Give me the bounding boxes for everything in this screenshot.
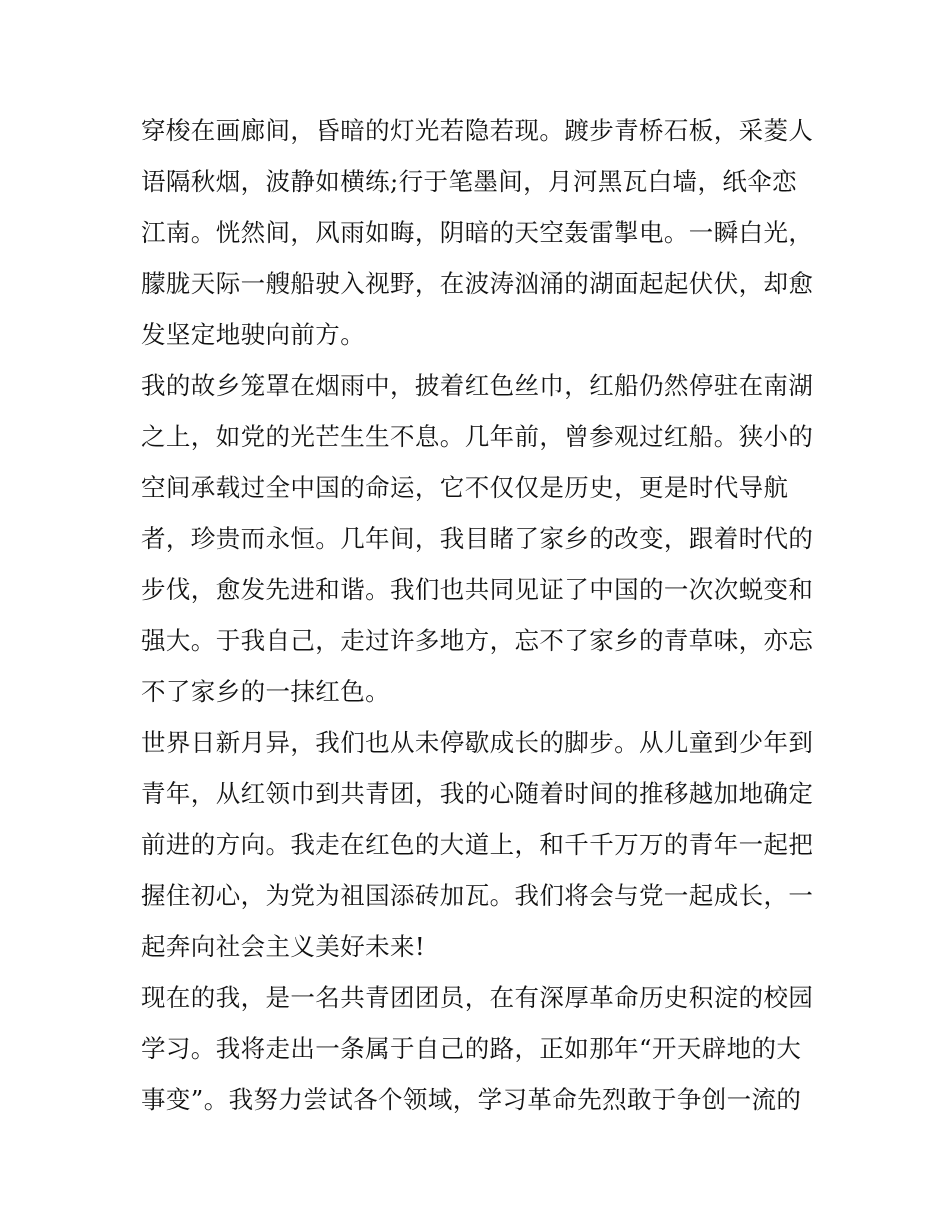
text-line: 穿梭在画廊间，昏暗的灯光若隐若现。踱步青桥石板，采菱人: [141, 116, 814, 145]
text-line: 步伐，愈发先进和谐。我们也共同见证了中国的一次次蜕变和: [141, 575, 814, 604]
text-line: 现在的我，是一名共青团团员，在有深厚革命历史积淀的校园: [141, 983, 814, 1012]
text-line: 空间承载过全中国的命运，它不仅仅是历史，更是时代导航: [141, 473, 789, 502]
text-line: 起奔向社会主义美好未来!: [141, 932, 426, 961]
text-line: 不了家乡的一抹红色。: [141, 677, 390, 706]
text-line: 朦胧天际一艘船驶入视野，在波涛汹涌的湖面起起伏伏，却愈: [141, 269, 814, 298]
text-line: 青年，从红领巾到共青团，我的心随着时间的推移越加地确定: [141, 779, 814, 808]
text-line: 我的故乡笼罩在烟雨中，披着红色丝巾，红船仍然停驻在南湖: [141, 371, 814, 400]
text-line: 语隔秋烟，波静如横练;行于笔墨间，月河黑瓦白墙，纸伞恋: [141, 167, 798, 196]
text-line: 之上，如党的光芒生生不息。几年前，曾参观过红船。狭小的: [141, 422, 814, 451]
text-line: 握住初心，为党为祖国添砖加瓦。我们将会与党一起成长，一: [141, 881, 814, 910]
text-line: 学习。我将走出一条属于自己的路，正如那年“开天辟地的大: [141, 1034, 802, 1063]
text-line: 江南。恍然间，风雨如晦，阴暗的天空轰雷掣电。一瞬白光，: [141, 218, 814, 247]
text-line: 强大。于我自己，走过许多地方，忘不了家乡的青草味，亦忘: [141, 626, 814, 655]
text-line: 者，珍贵而永恒。几年间，我目睹了家乡的改变，跟着时代的: [141, 524, 814, 553]
text-line: 前进的方向。我走在红色的大道上，和千千万万的青年一起把: [141, 830, 814, 859]
body-text: [141, 109, 821, 1129]
text-line: 事变”。我努力尝试各个领域，学习革命先烈敢于争创一流的: [141, 1085, 802, 1114]
text-line: 发坚定地驶向前方。: [141, 320, 366, 349]
text-line: 世界日新月异，我们也从未停歇成长的脚步。从儿童到少年到: [141, 728, 814, 757]
